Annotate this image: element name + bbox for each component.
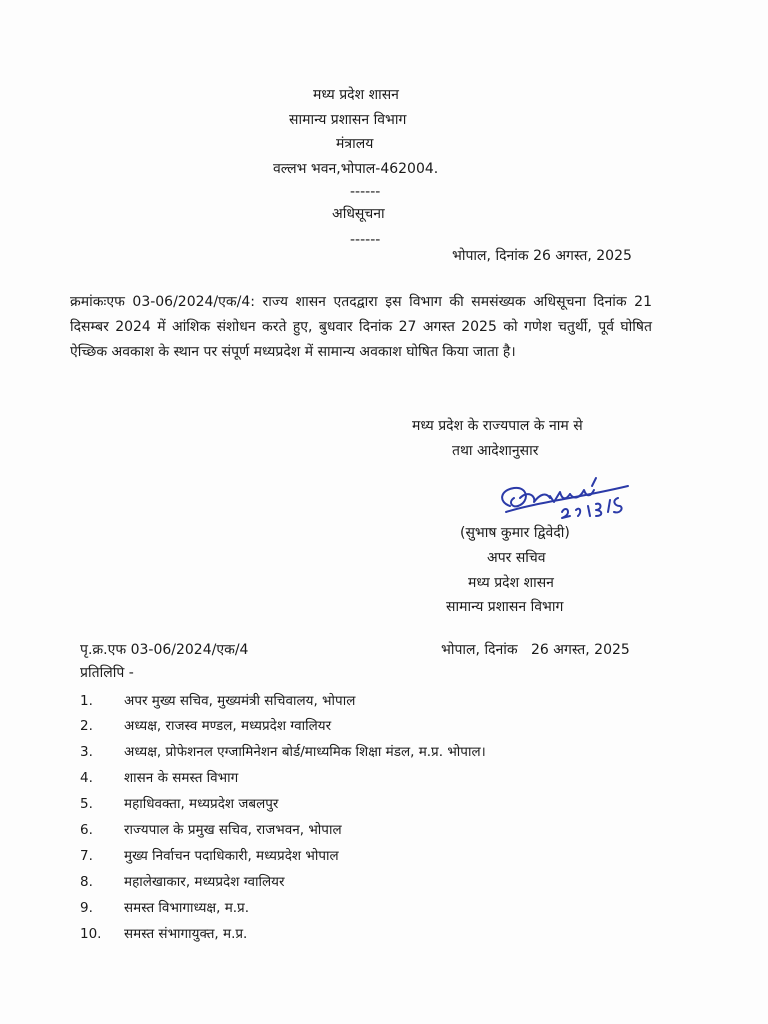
- address-line: वल्लभ भवन,भोपाल-462004.: [273, 161, 439, 177]
- list-item: [80, 821, 342, 839]
- list-item-number: 7.: [80, 848, 93, 864]
- order-line-1: मध्य प्रदेश के राज्यपाल के नाम से: [412, 418, 583, 434]
- list-item-number: 8.: [80, 874, 93, 890]
- list-item-number: 3.: [80, 744, 93, 760]
- list-item-text: महालेखाकार, मध्यप्रदेश ग्वालियर: [124, 874, 285, 890]
- list-item-number: 10.: [80, 926, 102, 942]
- list-item: [80, 847, 339, 865]
- list-item-text: महाधिवक्ता, मध्यप्रदेश जबलपुर: [124, 796, 279, 812]
- list-item: [80, 769, 238, 787]
- list-item-number: 4.: [80, 770, 93, 786]
- signatory-govt: मध्य प्रदेश शासन: [468, 575, 554, 591]
- header-divider-top: ------: [350, 184, 381, 200]
- notification-date: भोपाल, दिनांक 26 अगस्त, 2025: [452, 248, 632, 264]
- list-item-number: 2.: [80, 718, 93, 734]
- list-item-text: मुख्य निर्वाचन पदाधिकारी, मध्यप्रदेश भोपाल: [124, 848, 339, 864]
- notification-title: अधिसूचना: [332, 206, 385, 222]
- list-item: [80, 873, 285, 891]
- list-item-text: शासन के समस्त विभाग: [124, 770, 239, 786]
- dept-name: सामान्य प्रशासन विभाग: [289, 112, 407, 128]
- list-item-text: समस्त संभागायुक्त, म.प्र.: [124, 926, 248, 942]
- list-item: [80, 899, 249, 917]
- notification-body: क्रमांकःएफ 03-06/2024/एक/4: राज्य शासन एतदद्वारा इस विभाग की समसंख्यक अधिसूचना दिनांक 21 दिसम्बर 2024 में आंशिक संशोधन करते हुए, बुधवार दिनांक 27 अगस्त 2025 को गणेश चतुर्थी, पूर्व घोषित ऐच्छिक अवकाश के स्थान पर संपूर्ण मध्यप्रदेश में सामान्य अवकाश घोषित किया जाता है।: [70, 294, 652, 360]
- list-item-number: 5.: [80, 796, 93, 812]
- list-item-number: 6.: [80, 822, 93, 838]
- list-item: [80, 743, 486, 761]
- list-item: [80, 795, 278, 813]
- order-line-2: तथा आदेशानुसार: [452, 443, 539, 459]
- list-item-number: 1.: [80, 693, 93, 709]
- list-item-number: 9.: [80, 900, 93, 916]
- endorsement-date: भोपाल, दिनांक 26 अगस्त, 2025: [441, 642, 630, 658]
- signatory-designation: अपर सचिव: [487, 550, 546, 566]
- ministry-name: मंत्रालय: [336, 136, 374, 152]
- signatory-name: (सुभाष कुमार द्विवेदी): [460, 525, 570, 541]
- list-item: [80, 692, 355, 710]
- list-item: [80, 925, 247, 943]
- list-item: [80, 717, 331, 735]
- list-item-text: अपर मुख्य सचिव, मुख्यमंत्री सचिवालय, भोपाल: [124, 693, 356, 709]
- header-divider-bottom: ------: [350, 232, 381, 248]
- list-item-text: अध्यक्ष, प्रोफेशनल एग्जामिनेशन बोर्ड/माध्यमिक शिक्षा मंडल, म.प्र. भोपाल।: [124, 744, 486, 760]
- list-item-text: अध्यक्ष, राजस्व मण्डल, मध्यप्रदेश ग्वालियर: [124, 718, 332, 734]
- list-item-text: राज्यपाल के प्रमुख सचिव, राजभवन, भोपाल: [124, 822, 342, 838]
- govt-name: मध्य प्रदेश शासन: [313, 87, 399, 103]
- signatory-dept: सामान्य प्रशासन विभाग: [446, 599, 564, 615]
- handwritten-signature: [488, 472, 638, 522]
- list-item-text: समस्त विभागाध्यक्ष, म.प्र.: [124, 900, 250, 916]
- endorsement-ref: पृ.क्र.एफ 03-06/2024/एक/4: [80, 642, 249, 658]
- copy-to-label: प्रतिलिपि -: [80, 665, 134, 681]
